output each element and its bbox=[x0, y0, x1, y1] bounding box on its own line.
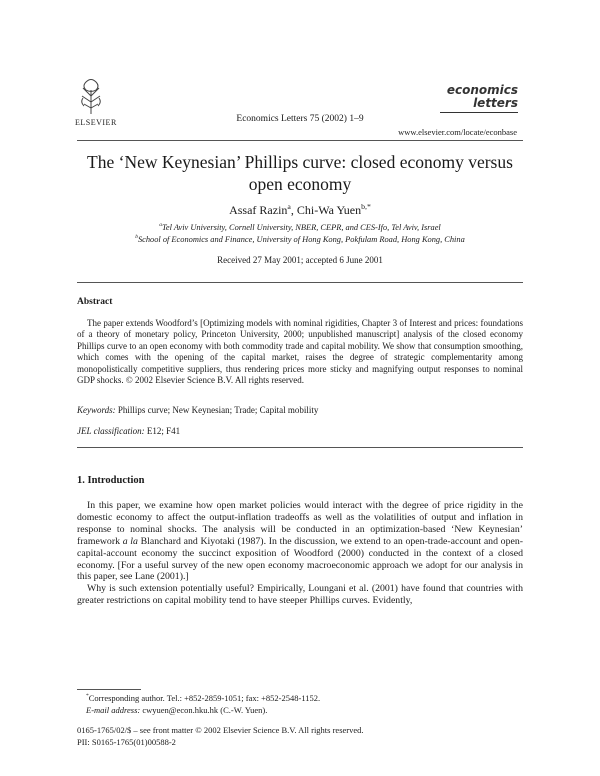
footnote-mark: * bbox=[86, 693, 89, 700]
jel-label: JEL classification: bbox=[77, 426, 145, 436]
affiliation-mark: b bbox=[135, 234, 138, 241]
affiliation-a bbox=[0, 223, 600, 232]
tree-logo-icon bbox=[78, 76, 104, 116]
title-line-2: open economy bbox=[248, 174, 352, 194]
keywords-label: Keywords: bbox=[77, 405, 116, 415]
journal-name-line2: letters bbox=[473, 96, 518, 110]
journal-name-rule bbox=[440, 112, 518, 113]
footnote-rule bbox=[77, 689, 141, 690]
keywords bbox=[77, 405, 318, 415]
paragraph: Why is such extension potentially useful? Empirically, Loungani et al. (2001) have found that countries with greater restrictions on capital mobility tend to have steeper Phillips curves. Evidently, bbox=[77, 583, 523, 607]
section-heading-introduction: 1. Introduction bbox=[77, 475, 145, 486]
jel-value: E12; F41 bbox=[146, 426, 181, 436]
affiliation-text: School of Economics and Finance, University of Hong Kong, Pokfulam Road, Hong Kong, China bbox=[137, 235, 465, 244]
author-name: Assaf Razin bbox=[229, 203, 288, 217]
keywords-value: Phillips curve; New Keynesian; Trade; Capital mobility bbox=[117, 405, 319, 415]
abstract-heading: Abstract bbox=[77, 297, 113, 307]
pii-line: PII: S0165-1765(01)00588-2 bbox=[77, 737, 176, 747]
elsevier-logo bbox=[78, 76, 104, 116]
affiliation-mark: a bbox=[159, 222, 162, 229]
corresponding-mark: * bbox=[367, 202, 371, 211]
author-list bbox=[0, 203, 600, 218]
journal-name-line1: economics bbox=[446, 83, 518, 97]
affiliation-text: Tel Aviv University, Cornell University, NBER, CEPR, and CES-Ifo, Tel Aviv, Israel bbox=[161, 223, 441, 232]
abstract-text: The paper extends Woodford’s [Optimizing models with nominal rigidities, Chapter 3 of Interest and prices: foundations of a theory of monetary policy, Princeton University, 2000; unpublished manuscript] analysis of the closed economy Phillips curve to an open economy with both commodity trade and capital mobility. We show that consumption smoothing, which comes with the opening of the capital market, raises the degree of strategic complementarity among monopolistically competitive suppliers, thus rendering prices more sticky and magnifying output responses to nominal GDP shocks. © 2002 Elsevier Science B.V. All rights reserved. bbox=[77, 318, 523, 386]
paragraph: In this paper, we examine how open market policies would interact with the degree of price rigidity in the domestic economy to affect the output-inflation tradeoffs as well as the volatilities of output and inflation in response to nominal shocks. The analysis will be conducted in an optimization-based ‘New Keynesian’ framework a la Blanchard and Kiyotaki (1987). In the discussion, we extend to an open-trade-account and open-capital-account economy the succinct exposition of Woodford (2000) conducted in the context of a closed economy. [For a useful survey of the new open economy macroeconomic approach we adopt for our analysis in this paper, see Lane (2001).] bbox=[77, 500, 523, 583]
author-name: Chi-Wa Yuen bbox=[296, 203, 362, 217]
received-date: Received 27 May 2001; accepted 6 June 2001 bbox=[217, 255, 383, 265]
footnote-text: Corresponding author. Tel.: +852-2859-1051; fax: +852-2548-1152. bbox=[88, 693, 321, 703]
author-affiliation-mark: a bbox=[287, 202, 291, 211]
header-divider bbox=[77, 140, 523, 141]
affiliation-b bbox=[0, 235, 600, 244]
copyright-line: 0165-1765/02/$ – see front matter © 2002 Elsevier Science B.V. All rights reserved. bbox=[77, 725, 364, 735]
corresponding-author-footnote bbox=[86, 693, 320, 703]
introduction-body bbox=[77, 500, 523, 607]
title-line-1: The ‘New Keynesian’ Phillips curve: closed economy versus bbox=[87, 152, 513, 172]
jel-classification bbox=[77, 426, 180, 436]
journal-name bbox=[447, 84, 518, 110]
email-address[interactable]: cwyuen@econ.hku.hk (C.-W. Yuen). bbox=[142, 705, 268, 715]
author-separator: , bbox=[290, 203, 297, 217]
journal-citation: Economics Letters 75 (2002) 1–9 bbox=[236, 114, 364, 124]
journal-url[interactable]: www.elsevier.com/locate/econbase bbox=[398, 127, 517, 137]
article-title bbox=[0, 151, 600, 195]
abstract-bottom-rule bbox=[77, 447, 523, 448]
italic-phrase: a la bbox=[122, 535, 138, 547]
publisher-name: ELSEVIER bbox=[75, 118, 117, 127]
email-footnote bbox=[86, 705, 267, 715]
email-label: E-mail address: bbox=[86, 705, 141, 715]
author-affiliation-mark: b,* bbox=[361, 202, 371, 211]
abstract-top-rule bbox=[77, 282, 523, 283]
